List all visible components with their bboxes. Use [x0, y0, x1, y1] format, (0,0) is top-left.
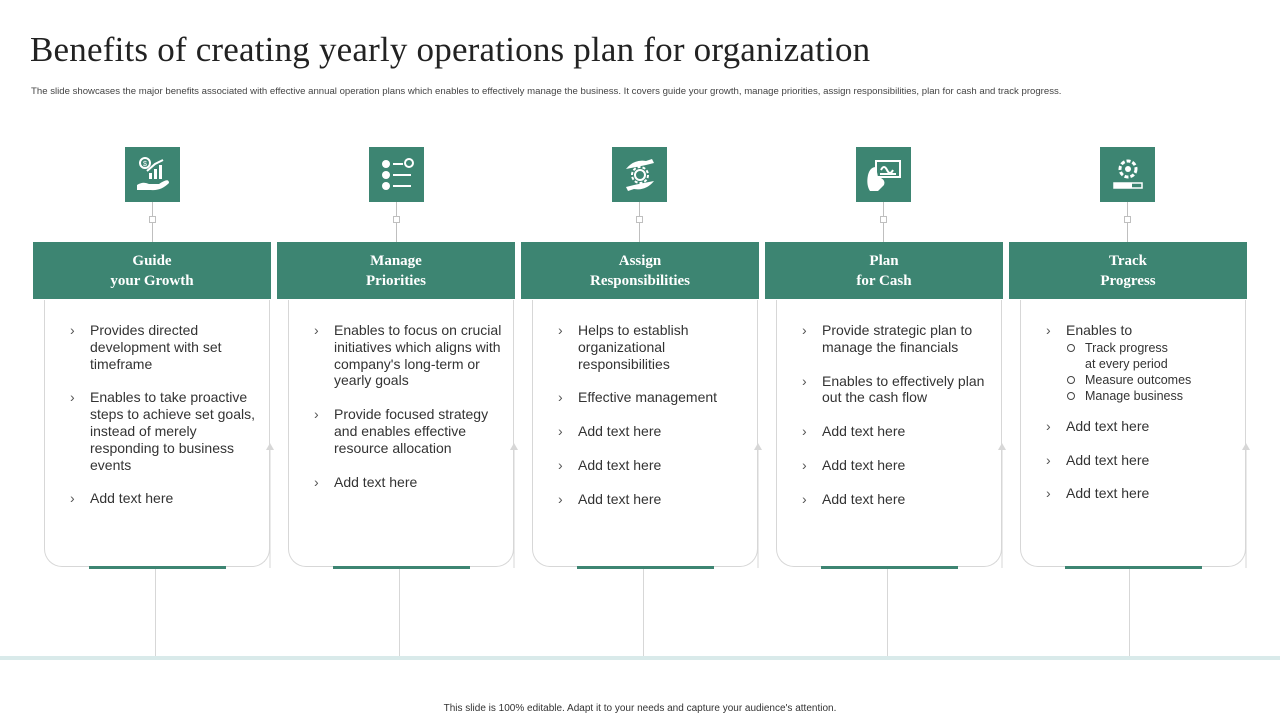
bullet-item — [1046, 322, 1236, 404]
drop-line — [399, 569, 400, 656]
bullet-item: › Add text here — [558, 491, 748, 508]
progress-gauge-icon — [1100, 147, 1155, 202]
bullet-item: › Add text here — [1046, 452, 1236, 469]
drop-line — [1129, 569, 1130, 656]
column-manage-priorities — [277, 0, 515, 720]
bullet-item: › Add text here — [802, 491, 992, 508]
bullet-item: › Add text here — [1046, 418, 1236, 435]
card-accent-bar — [333, 566, 470, 569]
bullet-item: › Add text here — [802, 457, 992, 474]
heading-line-1: Plan — [869, 252, 899, 269]
sub-bullet-list — [1066, 340, 1236, 404]
card-accent-bar — [89, 566, 226, 569]
column-guide-growth — [33, 0, 271, 720]
connector-node — [393, 216, 400, 223]
heading-line-1: Assign — [618, 252, 662, 269]
hands-gear-icon — [612, 147, 667, 202]
up-arrow-icon — [508, 442, 520, 568]
drop-line — [887, 569, 888, 656]
bullet-item: › Enables to focus on crucial initiatives which aligns with company's long-term or yearly goals — [314, 322, 504, 389]
bullet-list — [314, 322, 504, 507]
heading-line-1: Track — [1108, 252, 1148, 269]
up-arrow-icon — [996, 442, 1008, 568]
column-track-progress — [1009, 0, 1247, 720]
bullet-item: › Add text here — [1046, 485, 1236, 502]
bullet-item: › Effective management — [558, 389, 748, 406]
heading-line-2: Responsibilities — [589, 272, 691, 289]
slide-title: Benefits of creating yearly operations plan for organization — [30, 30, 871, 69]
bullet-item: › Provide strategic plan to manage the financials — [802, 322, 992, 356]
footer-note: This slide is 100% editable. Adapt it to your needs and capture your audience's attention. — [443, 703, 837, 714]
bullet-item: › Helps to establish organizational responsibilities — [558, 322, 748, 372]
up-arrow-icon — [264, 442, 276, 568]
sub-bullet-item: Track progress at every period — [1066, 340, 1180, 372]
connector-node — [636, 216, 643, 223]
heading-line-2: Progress — [1100, 272, 1156, 289]
bullet-item: › Enables to effectively plan out the cash flow — [802, 373, 992, 407]
drop-line — [155, 569, 156, 656]
base-line — [0, 656, 1280, 660]
bullet-item: › Add text here — [70, 490, 260, 507]
up-arrow-icon — [1240, 442, 1252, 568]
connector-node — [1124, 216, 1131, 223]
column-assign-responsibilities — [521, 0, 759, 720]
column-heading — [1009, 242, 1247, 299]
column-heading — [277, 242, 515, 299]
card-accent-bar — [577, 566, 714, 569]
bullet-item: › Add text here — [314, 474, 504, 491]
growth-hand-dollar-icon — [125, 147, 180, 202]
column-heading — [765, 242, 1003, 299]
heading-line-2: your Growth — [110, 272, 194, 289]
column-plan-cash — [765, 0, 1003, 720]
connector-node — [149, 216, 156, 223]
connector-node — [880, 216, 887, 223]
bullet-item: › Add text here — [558, 423, 748, 440]
bullet-item: › Provides directed development with set timeframe — [70, 322, 260, 372]
bullet-list — [802, 322, 992, 525]
heading-line-1: Manage — [370, 252, 422, 269]
drop-line — [643, 569, 644, 656]
bullet-item: › Add text here — [802, 423, 992, 440]
bullet-item: › Add text here — [558, 457, 748, 474]
bullet-list — [558, 322, 748, 525]
card-accent-bar — [821, 566, 958, 569]
up-arrow-icon — [752, 442, 764, 568]
column-heading — [33, 242, 271, 299]
bullet-list — [70, 322, 260, 524]
sub-bullet-item: Measure outcomes — [1066, 372, 1236, 388]
bullet-item: › Provide focused strategy and enables effective resource allocation — [314, 406, 504, 456]
card-accent-bar — [1065, 566, 1202, 569]
bullet-item: › Enables to take proactive steps to achieve set goals, instead of merely responding to business events — [70, 389, 260, 473]
bullet-intro: Enables to — [1066, 322, 1133, 338]
svg-text:$: $ — [142, 160, 147, 168]
checklist-icon — [369, 147, 424, 202]
hand-cheque-icon — [856, 147, 911, 202]
heading-line-2: Priorities — [366, 272, 426, 289]
heading-line-2: for Cash — [856, 272, 912, 289]
sub-bullet-item: Manage business — [1066, 388, 1236, 404]
slide-subtitle: The slide showcases the major benefits associated with effective annual operation plans which enables to effectively manage the business. It covers guide your growth, manage priorities, assign responsibilities, plan for cash and track progress. — [31, 86, 1062, 97]
bullet-list — [1046, 322, 1236, 519]
heading-line-1: Guide — [132, 252, 172, 269]
column-heading — [521, 242, 759, 299]
